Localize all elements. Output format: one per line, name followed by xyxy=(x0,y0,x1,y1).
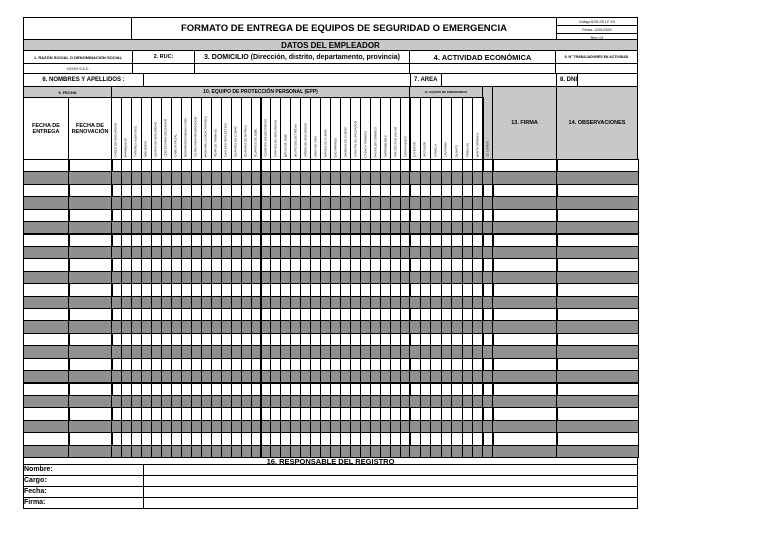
epp-item-header-label: ZAPATOS DE SEGURIDAD xyxy=(273,119,278,157)
emergency-item-header-label: FÉRULAS xyxy=(465,143,470,157)
table-cell[interactable] xyxy=(23,333,70,346)
epp-item-header-label: TAPONES AUDITIVOS xyxy=(133,126,138,157)
epp-item-header-label: RESPIRADOR MEDIA CARA xyxy=(183,117,188,157)
table-cell[interactable] xyxy=(68,271,113,284)
table-cell[interactable] xyxy=(492,320,558,333)
resp-label-cargo: Cargo: xyxy=(24,477,47,484)
table-cell[interactable] xyxy=(492,234,558,247)
table-cell[interactable] xyxy=(492,184,558,197)
emergency-item-header-label: LINTERNA xyxy=(443,142,448,157)
table-cell[interactable] xyxy=(68,246,113,259)
table-cell[interactable] xyxy=(556,258,639,271)
table-cell[interactable] xyxy=(68,333,113,346)
table-cell[interactable] xyxy=(68,283,113,296)
epp-item-header-label: BARBIQUEJO xyxy=(123,137,128,157)
table-cell[interactable] xyxy=(492,420,558,433)
table-cell[interactable] xyxy=(556,184,639,197)
table-cell[interactable] xyxy=(23,395,70,408)
doc-date: Fecha: 12/01/2020 xyxy=(557,26,637,34)
resp-divider xyxy=(143,476,144,486)
table-cell[interactable] xyxy=(556,383,639,396)
table-cell[interactable] xyxy=(492,221,558,234)
table-cell[interactable] xyxy=(23,308,70,321)
otros-label: 12. OTROS xyxy=(485,141,489,157)
epp-item-header-label: GUANTES DIELÉCTRICOS xyxy=(263,119,268,157)
emergency-item-header xyxy=(472,97,484,160)
table-cell[interactable] xyxy=(556,358,639,371)
area-label: 7. AREA xyxy=(410,73,442,87)
doc-info xyxy=(556,17,638,40)
table-cell[interactable] xyxy=(68,370,113,383)
company-name-value[interactable]: XXXXX S.A.C. xyxy=(23,63,133,74)
epp-item-header-label: ESCARPINES xyxy=(333,137,338,157)
fecha-group-header: 9. FECHA xyxy=(23,86,112,98)
firma-header: 13. FIRMA xyxy=(492,86,557,160)
table-cell[interactable] xyxy=(492,209,558,222)
table-cell[interactable] xyxy=(68,209,113,222)
dni-value[interactable] xyxy=(577,73,638,87)
table-cell[interactable] xyxy=(23,420,70,433)
table-cell[interactable] xyxy=(492,159,558,172)
company-name-label: 1. RAZÓN SOCIAL O DENOMINACIÓN SOCIAL xyxy=(23,50,133,64)
table-cell[interactable] xyxy=(68,445,113,458)
table-cell[interactable] xyxy=(492,383,558,396)
table-cell[interactable] xyxy=(68,345,113,358)
employer-section-title: DATOS DEL EMPLEADOR xyxy=(23,39,638,51)
table-cell[interactable] xyxy=(492,370,558,383)
table-cell[interactable] xyxy=(23,445,70,458)
table-cell[interactable] xyxy=(68,296,113,309)
observaciones-header: 14. OBSERVACIONES xyxy=(556,86,638,160)
resp-divider xyxy=(143,498,144,508)
ruc-label: 2. RUC: xyxy=(132,50,195,64)
table-cell[interactable] xyxy=(68,420,113,433)
table-cell[interactable] xyxy=(23,370,70,383)
resp-row-firma[interactable] xyxy=(23,497,638,509)
table-cell[interactable] xyxy=(68,221,113,234)
epp-item-header-label: FILTRO PARA RESPIRADOR xyxy=(193,117,198,157)
epp-item-header-label: PROTECTOR SOLAR xyxy=(393,127,398,157)
workers-label: 5. N° TRABAJADORES EN ACTIVIDAD xyxy=(555,50,638,64)
table-cell[interactable] xyxy=(556,420,639,433)
table-cell[interactable] xyxy=(23,159,70,172)
table-cell[interactable] xyxy=(23,258,70,271)
resp-label-fecha: Fecha: xyxy=(24,488,47,495)
epp-item-header-label: ARNÉS DE SEGURIDAD xyxy=(303,122,308,157)
epp-item-header-label: CASCO DE SEGURIDAD xyxy=(113,122,118,157)
epp-item-header-label: LENTES DE SEGURIDAD xyxy=(153,121,158,157)
table-cell[interactable] xyxy=(23,320,70,333)
resp-label-firma: Firma: xyxy=(24,499,46,506)
table-cell[interactable] xyxy=(492,407,558,420)
table-cell[interactable] xyxy=(556,246,639,259)
table-cell[interactable] xyxy=(556,407,639,420)
epp-item-header-label: LENTES PARA SOLDADOR xyxy=(163,119,168,157)
logo-box xyxy=(23,17,132,40)
table-cell[interactable] xyxy=(68,407,113,420)
table-cell[interactable] xyxy=(556,196,639,209)
epp-item-header-label: IMPERMEABLE xyxy=(383,135,388,157)
table-cell[interactable] xyxy=(23,221,70,234)
table-cell[interactable] xyxy=(23,246,70,259)
emergency-group-header: 11. EQUIPO DE EMERGENCIA xyxy=(409,86,483,98)
table-cell[interactable] xyxy=(68,184,113,197)
table-cell[interactable] xyxy=(492,333,558,346)
table-cell[interactable] xyxy=(556,271,639,284)
fecha-renovacion-header: FECHA DE RENOVACIÓN xyxy=(68,97,112,160)
epp-item-header-label: BOTAS DE JEBE xyxy=(283,133,288,157)
table-cell[interactable] xyxy=(23,432,70,445)
table-cell[interactable] xyxy=(556,283,639,296)
table-cell[interactable] xyxy=(556,395,639,408)
epp-item-header-label: GUANTES DE CUERO xyxy=(233,125,238,157)
table-cell[interactable] xyxy=(23,184,70,197)
epp-item-header-label: MANDIL DE CUERO xyxy=(323,129,328,157)
table-cell[interactable] xyxy=(68,258,113,271)
epp-item-header-label: LÍNEA DE VIDA xyxy=(313,135,318,157)
table-cell[interactable] xyxy=(556,345,639,358)
epp-item-header-label: CARETA FACIAL xyxy=(173,134,178,157)
emergency-item-header-label: BOTIQUÍN xyxy=(422,142,427,157)
emergency-item-header-label: MANTA TÉRMICA xyxy=(475,132,480,157)
table-cell[interactable] xyxy=(23,383,70,396)
table-cell[interactable] xyxy=(556,333,639,346)
table-cell[interactable] xyxy=(556,445,639,458)
epp-item-header-label: MANGAS DE CUERO xyxy=(343,127,348,157)
table-cell[interactable] xyxy=(23,283,70,296)
table-cell[interactable] xyxy=(68,395,113,408)
doc-code: Código:SGS-SST-F-XX xyxy=(557,18,637,26)
epp-item-header-label: MASCARILLA DESCARTABLE xyxy=(203,115,208,157)
table-cell[interactable] xyxy=(23,171,70,184)
table-cell[interactable] xyxy=(68,358,113,371)
dni-label: 8. DNI xyxy=(556,73,578,87)
doc-rev: Rev.: 01 xyxy=(590,35,604,40)
emergency-item-header-label: EXTINTOR xyxy=(412,141,417,157)
table-cell[interactable] xyxy=(68,383,113,396)
table-cell[interactable] xyxy=(492,432,558,445)
table-cell[interactable] xyxy=(68,320,113,333)
table-cell[interactable] xyxy=(23,358,70,371)
epp-item-header-label: ROPA DE TRABAJO xyxy=(213,129,218,157)
table-cell[interactable] xyxy=(556,320,639,333)
resp-divider xyxy=(143,465,144,475)
epp-item-header-label: CAPOTÍN DE SOLDADOR xyxy=(353,120,358,157)
epp-item-header-label: OREJERAS xyxy=(143,140,148,157)
table-cell[interactable] xyxy=(556,221,639,234)
table-cell[interactable] xyxy=(68,196,113,209)
table-cell[interactable] xyxy=(23,271,70,284)
emergency-item-header-label: SILBATO xyxy=(454,144,459,157)
table-cell[interactable] xyxy=(492,283,558,296)
table-cell[interactable] xyxy=(492,308,558,321)
table-cell[interactable] xyxy=(68,234,113,247)
epp-item-header-label: CASACA TÉRMICA xyxy=(363,130,368,157)
table-cell[interactable] xyxy=(556,171,639,184)
table-cell[interactable] xyxy=(556,159,639,172)
table-cell[interactable] xyxy=(23,209,70,222)
table-cell[interactable] xyxy=(68,432,113,445)
table-cell[interactable] xyxy=(492,246,558,259)
table-cell[interactable] xyxy=(492,196,558,209)
table-cell[interactable] xyxy=(556,209,639,222)
table-cell[interactable] xyxy=(556,308,639,321)
address-label: 3. DOMICILIO (Dirección, distrito, departamento, provincia) xyxy=(194,50,410,64)
table-cell[interactable] xyxy=(492,395,558,408)
table-cell[interactable] xyxy=(23,407,70,420)
table-cell[interactable] xyxy=(68,171,113,184)
table-cell[interactable] xyxy=(556,432,639,445)
table-cell[interactable] xyxy=(68,308,113,321)
form-title: FORMATO DE ENTREGA DE EQUIPOS DE SEGURIDAD O EMERGENCIA xyxy=(131,17,557,40)
table-cell[interactable] xyxy=(23,196,70,209)
table-cell[interactable] xyxy=(68,159,113,172)
fecha-entrega-header: FECHA DE ENTREGA xyxy=(23,97,69,160)
resp-label-nombre: Nombre: xyxy=(24,466,53,473)
table-cell[interactable] xyxy=(492,171,558,184)
table-cell[interactable] xyxy=(492,445,558,458)
table-cell[interactable] xyxy=(492,345,558,358)
epp-item-header-label: CORTAVIENTO xyxy=(403,135,407,157)
epp-item-header-label: PANTALÓN TÉRMICO xyxy=(373,126,378,157)
names-value[interactable] xyxy=(143,73,411,87)
table-cell[interactable] xyxy=(556,370,639,383)
table-cell[interactable] xyxy=(556,234,639,247)
resp-divider xyxy=(143,487,144,497)
names-label: 6. NOMBRES Y APELLIDOS : xyxy=(23,73,144,87)
epp-item-header-label: GUANTES DE NITRILO xyxy=(243,124,248,157)
epp-item-header-label: BOTAS DIELÉCTRICAS xyxy=(293,124,298,157)
area-value[interactable] xyxy=(441,73,557,87)
table-cell[interactable] xyxy=(23,345,70,358)
table-cell[interactable] xyxy=(492,258,558,271)
table-cell[interactable] xyxy=(23,296,70,309)
table-cell[interactable] xyxy=(492,271,558,284)
epp-group-header: 10. EQUIPO DE PROTECCIÓN PERSONAL (EPP) xyxy=(111,86,410,98)
table-cell[interactable] xyxy=(556,296,639,309)
epp-item-header-label: GUANTES DE JEBE xyxy=(253,129,258,157)
table-cell[interactable] xyxy=(492,358,558,371)
epp-item-header-label: CHALECO REFLECTIVO xyxy=(223,122,228,157)
emergency-item-header-label: CAMILLA xyxy=(433,144,438,157)
responsible-title: 16. RESPONSABLE DEL REGISTRO xyxy=(23,457,638,465)
table-cell[interactable] xyxy=(492,296,558,309)
activity-label: 4. ACTIVIDAD ECONÓMICA xyxy=(409,50,556,64)
table-cell[interactable] xyxy=(23,234,70,247)
